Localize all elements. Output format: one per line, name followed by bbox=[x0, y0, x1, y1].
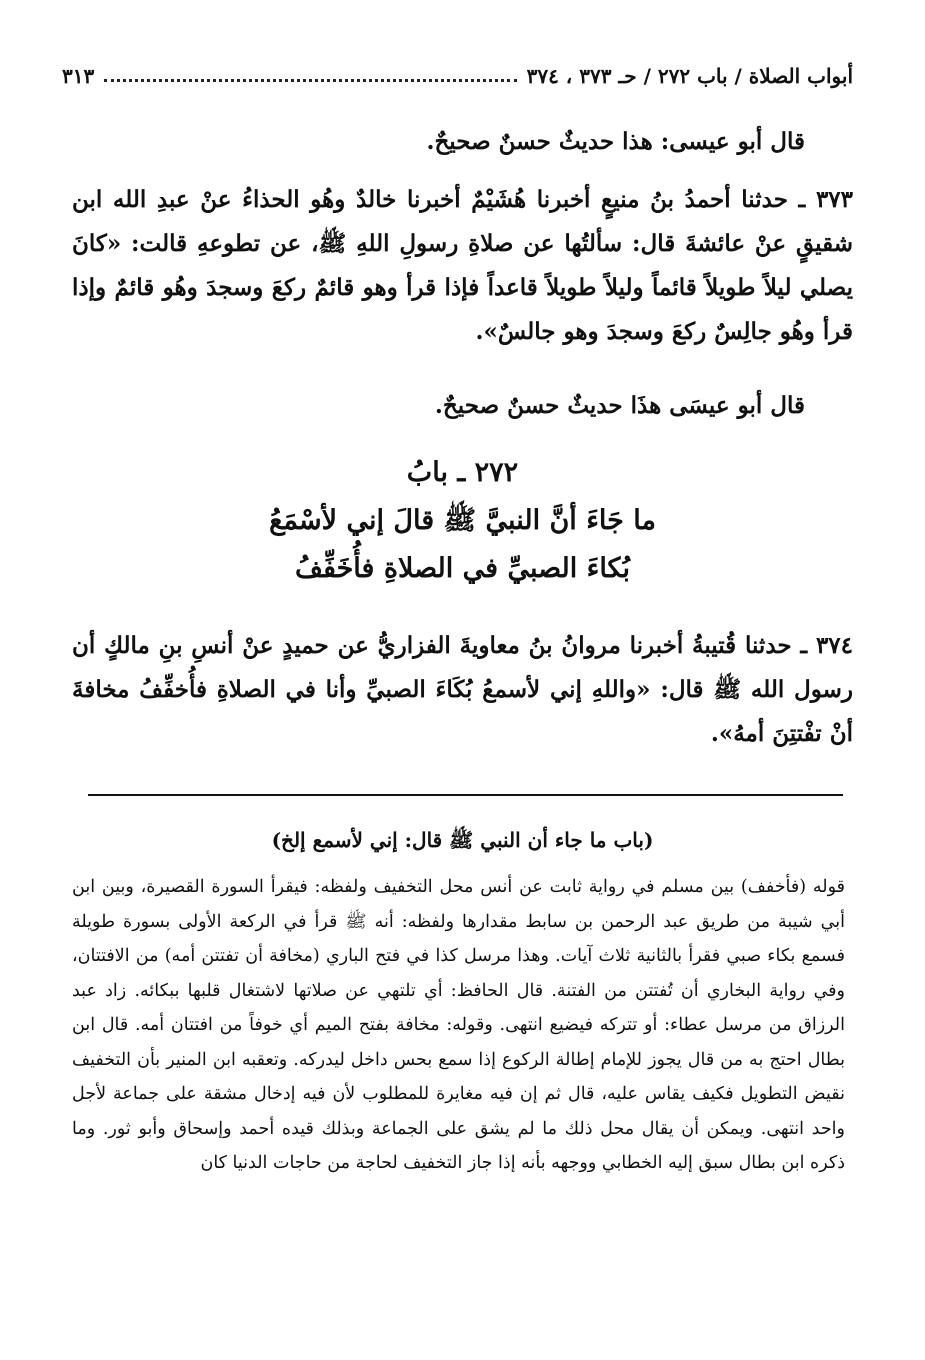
chapter-number: ٢٧٢ ـ بابُ bbox=[406, 457, 519, 488]
running-header bbox=[62, 58, 853, 94]
hadith-374-text: ٣٧٤ ـ حدثنا قُتيبةُ أخبرنا مروانُ بنُ معاويةَ الفزاريُّ عن حميدٍ عنْ أنسِ بنِ مالكٍ أن رسول الله ﷺ قال: «واللهِ إني لأسمعُ بُكَاءَ الصبيِّ وأنا في الصلاةِ فأُخفِّفُ مخافةَ أنْ تفْتتِنَ أمهُ». bbox=[72, 632, 853, 747]
chapter-title-line-1: ما جَاءَ أنَّ النبيَّ ﷺ قالَ إني لأسْمَعُ bbox=[269, 505, 656, 536]
commentary-title: (باب ما جاء أن النبي ﷺ قال: إني لأسمع إلخ) bbox=[271, 828, 654, 852]
footnote-divider bbox=[88, 794, 843, 796]
page-number: ٣١٣ bbox=[62, 64, 95, 88]
commentary-text: قوله (فأخفف) بين مسلم في رواية ثابت عن أنس محل التخفيف ولفظه: فيقرأ السورة القصيرة، وبين ابن أبي شيبة من طريق عبد الرحمن بن سابط مقدارها ولفظه: أنه ﷺ قرأ في الركعة الأولى بسورة طويلة فسمع بكاء صبي فقرأ بالثانية ثلاث آيات. وهذا مرسل كذا في فتح الباري (مخافة أن تفتتن أمه) من الافتتان، وفي رواية البخاري أن تُفتتن من الفتنة. قال الحافظ: أي تلتهي عن صلاتها لاشتغال قلبها ببكائه. زاد عبد الرزاق من مرسل عطاء: أو تتركه فيضيع انتهى. وقوله: مخافة بفتح الميم أي خوفاً من افتتان أمه. قال ابن بطال احتج به من قال يجوز للإمام إطالة الركوع إذا سمع بحس داخل ليدركه. وتعقبه ابن المنير بأن التخفيف نقيض التطويل فكيف يقاس عليه، قال ثم إن فيه مغايرة للمطلوب لأن فيه إدخال مشقة على جماعة لأجل واحد انتهى. ويمكن أن يقال محل ذلك ما لم يشق على الجماعة وبذلك قيده أحمد وإسحاق وأبو ثور. وما ذكره ابن بطال سبق إليه الخطابي ووجهه بأنه إذا جاز التخفيف لحاجة من حاجات الدنيا كان bbox=[72, 877, 845, 1173]
paragraph-verdict-2: قال أبو عيسَى هذَا حديثٌ حسنٌ صحيحٌ. bbox=[434, 392, 805, 419]
header-title: أبواب الصلاة / باب ٢٧٢ / حـ ٣٧٣ ، ٣٧٤ bbox=[526, 64, 853, 88]
chapter-title-line-2: بُكاءَ الصبيِّ في الصلاةِ فأُخَفِّفُ bbox=[295, 553, 630, 584]
hadith-373-text: ٣٧٣ ـ حدثنا أحمدُ بنُ منيعٍ أخبرنا هُشَيْمٌ أخبرنا خالدٌ وهُو الحذاءُ عنْ عبدِ الله ابن شقيقٍ عنْ عائشةَ قال: سألتُها عن صلاةِ رسولِ اللهِ ﷺ، عن تطوعهِ قالت: «كانَ يصلي ليلاً طويلاً قائماً وليلاً طويلاً قاعداً فإذا قرأ وهو قائمٌ ركعَ وسجدَ وهُو قائمٌ وإذا قرأ وهُو جالِسٌ ركعَ وسجدَ وهو جالسٌ». bbox=[72, 186, 853, 345]
hadith-373 bbox=[72, 178, 853, 354]
hadith-374 bbox=[72, 624, 853, 756]
header-leader-dots bbox=[104, 79, 516, 82]
paragraph-verdict-1: قال أبو عيسى: هذا حديثٌ حسنٌ صحيحٌ. bbox=[426, 128, 805, 155]
